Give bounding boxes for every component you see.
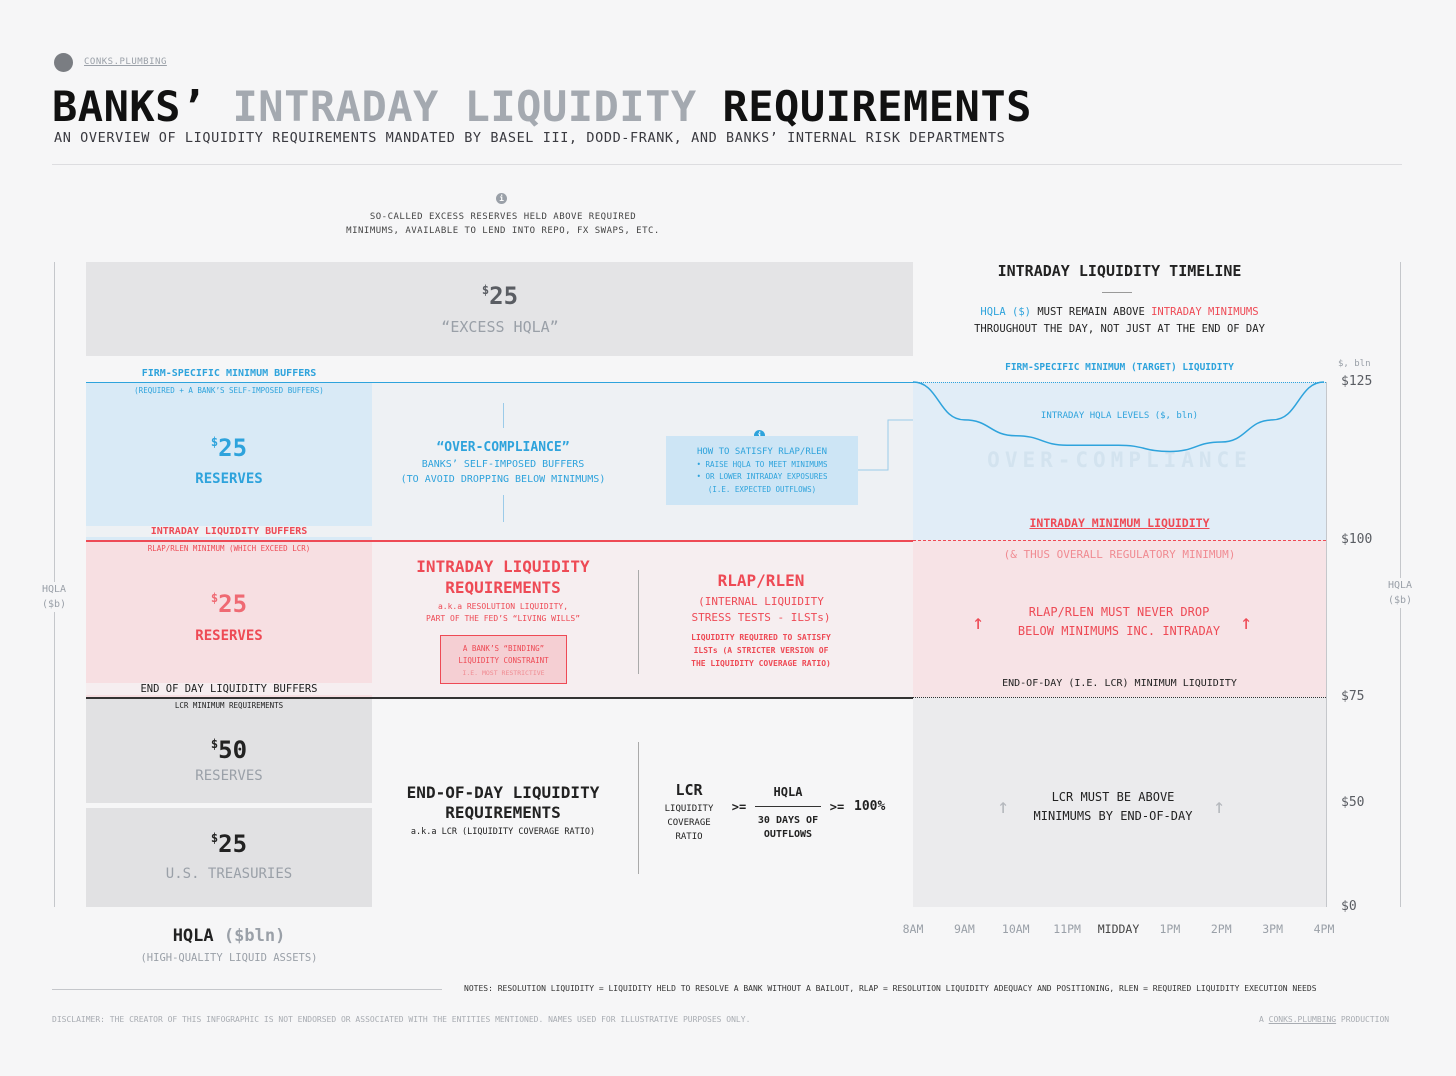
timeline-title-rule — [1102, 292, 1132, 293]
lcr-ge1: >= — [731, 800, 747, 814]
intraday-req-title2: REQUIREMENTS — [445, 578, 561, 597]
timeline-desc-c: INTRADAY MINIMUMS — [1151, 306, 1259, 318]
eod-buffers-sub: LCR MINIMUM REQUIREMENTS — [174, 701, 284, 710]
lcr-above-1: LCR MUST BE ABOVE — [1051, 790, 1175, 804]
rlap-title: RLAP/RLEN — [717, 571, 805, 590]
treasuries-amount: $25 — [210, 830, 248, 858]
timeline-desc-b: MUST REMAIN ABOVE — [1037, 306, 1145, 318]
intraday-min-label: INTRADAY MINIMUM LIQUIDITY — [1029, 516, 1210, 530]
rlap-info-line2: • OR LOWER INTRADAY EXPOSURES — [696, 472, 828, 481]
treasuries-label: U.S. TREASURIES — [165, 866, 293, 882]
firm-buffers-title: FIRM-SPECIFIC MINIMUM BUFFERS — [86, 368, 372, 379]
never-drop-2: BELOW MINIMUMS INC. INTRADAY — [1017, 624, 1221, 638]
reserves-red-block — [86, 540, 372, 697]
eod-req-sub: a.k.a LCR (LIQUIDITY COVERAGE RATIO) — [410, 827, 596, 837]
lcr-denom2: OUTFLOWS — [763, 829, 813, 840]
rlap-desc2: ILSTs (A STRICTER VERSION OF — [693, 646, 829, 655]
y-tick-label: $75 — [1341, 689, 1365, 704]
hqla-line — [913, 382, 1324, 452]
lcr-label1: LIQUIDITY — [664, 804, 714, 814]
rlap-sub2: STRESS TESTS - ILSTs) — [691, 611, 831, 624]
over-compliance-line2: (TO AVOID DROPPING BELOW MINIMUMS) — [400, 474, 606, 485]
rlap-connector — [858, 418, 914, 474]
lcr-label2: COVERAGE — [667, 818, 711, 828]
y-tick-label: $50 — [1341, 795, 1365, 810]
production-credit — [1259, 1015, 1389, 1024]
binding-box-line2: LIQUIDITY CONSTRAINT — [458, 656, 549, 665]
excess-note-line1: SO-CALLED EXCESS RESERVES HELD ABOVE REQUIRED — [369, 212, 637, 222]
timeline-desc-2: THROUGHOUT THE DAY, NOT JUST AT THE END OF DAY — [974, 323, 1265, 335]
eod-buffers-title: END OF DAY LIQUIDITY BUFFERS — [86, 683, 372, 695]
x-tick-label: MIDDAY — [1097, 922, 1140, 936]
reserves-blue-amount-value: 25 — [218, 434, 248, 462]
y-tick-label: $0 — [1341, 899, 1357, 914]
lcr-hqla: HQLA — [773, 785, 803, 799]
right-axis-label-2: ($b) — [1387, 595, 1413, 606]
eod-req-title1: END-OF-DAY LIQUIDITY — [406, 783, 600, 802]
intraday-req-sub1: a.k.a RESOLUTION LIQUIDITY, — [437, 602, 569, 611]
lcr-fraction-bar — [755, 806, 821, 807]
production-b: PRODUCTION — [1340, 1015, 1390, 1024]
page-subtitle: AN OVERVIEW OF LIQUIDITY REQUIREMENTS MANDATED BY BASEL III, DODD-FRANK, AND BANKS’ INTERNAL RISK DEPARTMENTS — [54, 130, 1006, 146]
firm-target-label: FIRM-SPECIFIC MINIMUM (TARGET) LIQUIDITY — [1005, 362, 1234, 373]
timeline-desc-1 — [913, 306, 1326, 318]
lcr-denom1: 30 DAYS OF — [757, 815, 819, 826]
x-tick-label: 1PM — [1159, 922, 1181, 936]
rlap-info-title: HOW TO SATISFY RLAP/RLEN — [696, 447, 828, 457]
lcr-label3: RATIO — [675, 832, 703, 842]
y-tick-label: $100 — [1341, 532, 1373, 547]
lcr-ge2: >= — [829, 800, 845, 814]
intraday-buffers-title: INTRADAY LIQUIDITY BUFFERS — [86, 526, 372, 537]
reserves-blue-label: RESERVES — [195, 471, 263, 487]
brand-link[interactable]: CONKS.PLUMBING — [84, 57, 167, 67]
overall-min-label: (& THUS OVERALL REGULATORY MINIMUM) — [1003, 548, 1236, 561]
treasuries-amount-value: 25 — [218, 830, 248, 858]
eod-min-line-dotted — [913, 697, 1326, 698]
disclaimer: DISCLAIMER: THE CREATOR OF THIS INFOGRAPHIC IS NOT ENDORSED OR ASSOCIATED WITH THE ENTITIES MENTIONED. NAMES USED FOR ILLUSTRATIVE PURPOSES ONLY. — [52, 1015, 751, 1024]
eod-min-label: END-OF-DAY (I.E. LCR) MINIMUM LIQUIDITY — [1002, 678, 1237, 689]
left-axis-label-1: HQLA — [41, 584, 67, 595]
firm-min-line — [86, 382, 913, 383]
header-divider — [52, 164, 1402, 165]
excess-label: “EXCESS HQLA” — [441, 318, 559, 336]
arrow-up-icon: ↑ — [997, 794, 1010, 818]
rlap-desc3: THE LIQUIDITY COVERAGE RATIO) — [691, 659, 831, 668]
production-link[interactable]: CONKS.PLUMBING — [1268, 1015, 1337, 1024]
grey-divider — [638, 742, 639, 874]
reserves-grey-label: RESERVES — [195, 768, 263, 784]
footer-rule — [52, 989, 442, 990]
intraday-min-line-dashed — [913, 540, 1326, 541]
x-tick-label: 10AM — [1001, 922, 1030, 936]
excess-amount: $25 — [481, 282, 519, 310]
excess-note-line2: MINIMUMS, AVAILABLE TO LEND INTO REPO, FX SWAPS, ETC. — [346, 226, 660, 236]
rlap-desc1: LIQUIDITY REQUIRED TO SATISFY — [691, 633, 831, 642]
reserves-grey-amount-value: 50 — [218, 736, 248, 764]
intraday-min-line — [86, 540, 913, 542]
right-axis-label-1: HQLA — [1387, 580, 1413, 591]
info-icon[interactable]: i — [496, 193, 507, 204]
excess-amount-value: 25 — [489, 282, 519, 310]
title-part1: BANKS’ — [52, 82, 207, 131]
reserves-red-amount-value: 25 — [218, 590, 248, 618]
reserves-blue-amount: $25 — [210, 434, 248, 462]
reserves-red-amount: $25 — [210, 590, 248, 618]
lcr-title: LCR — [675, 781, 703, 799]
hqla-footer-title — [86, 926, 372, 946]
right-axis-label — [1376, 578, 1424, 608]
y-unit: $, bln — [1338, 359, 1371, 369]
intraday-req-title1: INTRADAY LIQUIDITY — [416, 557, 590, 576]
eod-req-title2: REQUIREMENTS — [445, 803, 561, 822]
intraday-req-sub2: PART OF THE FED’S “LIVING WILLS” — [425, 614, 581, 623]
hqla-footer-unit: ($bln) — [223, 926, 286, 946]
rlap-info-line3: (I.E. EXPECTED OUTFLOWS) — [707, 484, 817, 494]
timeline-chart — [913, 370, 1326, 470]
arrow-up-icon: ↑ — [1240, 610, 1253, 634]
lcr-pct: 100% — [854, 799, 886, 814]
page-title — [52, 82, 1032, 131]
x-tick-label: 9AM — [953, 922, 975, 936]
intraday-buffers-sub: RLAP/RLEN MINIMUM (WHICH EXCEED LCR) — [147, 544, 311, 553]
rlap-info-box — [666, 436, 858, 505]
x-tick-label: 3PM — [1262, 922, 1284, 936]
binding-constraint-box — [440, 635, 567, 684]
hqla-levels-label: INTRADAY HQLA LEVELS ($, bln) — [1040, 411, 1199, 421]
eod-min-line — [86, 697, 913, 699]
rlap-sub1: (INTERNAL LIQUIDITY — [698, 595, 824, 608]
red-divider — [638, 570, 639, 674]
timeline-y-axis — [1326, 382, 1327, 907]
x-tick-label: 2PM — [1210, 922, 1232, 936]
left-axis-label — [30, 582, 78, 612]
never-drop-1: RLAP/RLEN MUST NEVER DROP — [1028, 605, 1210, 619]
hqla-footer-sub: (HIGH-QUALITY LIQUID ASSETS) — [140, 952, 318, 964]
production-a: A — [1259, 1015, 1264, 1024]
timeline-title: INTRADAY LIQUIDITY TIMELINE — [997, 262, 1242, 280]
notes: NOTES: RESOLUTION LIQUIDITY = LIQUIDITY HELD TO RESOLVE A BANK WITHOUT A BAILOUT, RLAP = RESOLUTION LIQUIDITY ADEQUACY AND POSITIONING, RLEN = REQUIRED LIQUIDITY EXECUTION NEEDS — [464, 984, 1317, 993]
x-tick-label: 4PM — [1313, 922, 1335, 936]
rlap-info-line1: • RAISE HQLA TO MEET MINIMUMS — [696, 459, 828, 469]
arrow-up-icon: ↑ — [1213, 794, 1226, 818]
timeline-desc-a: HQLA ($) — [980, 306, 1031, 318]
title-part2: INTRADAY LIQUIDITY — [232, 82, 697, 131]
binding-box-line1: A BANK’S “BINDING” — [462, 644, 545, 653]
x-tick-label: 8AM — [902, 922, 924, 936]
reserves-grey-amount: $50 — [210, 736, 248, 764]
y-tick-label: $125 — [1341, 374, 1373, 389]
over-compliance-tick-bottom — [503, 495, 504, 522]
over-compliance-title: “OVER-COMPLIANCE” — [436, 440, 570, 455]
arrow-up-icon: ↑ — [972, 610, 985, 634]
reserves-red-label: RESERVES — [195, 628, 263, 644]
binding-box-line3: I.E. MOST RESTRICTIVE — [462, 669, 545, 677]
firm-buffers-sub: (REQUIRED + A BANK’S SELF-IMPOSED BUFFERS) — [134, 386, 324, 395]
over-compliance-watermark: OVER-COMPLIANCE — [987, 448, 1252, 472]
over-compliance-line1: BANKS’ SELF-IMPOSED BUFFERS — [421, 459, 585, 470]
hqla-footer-word: HQLA — [172, 926, 214, 946]
x-tick-label: 11PM — [1053, 922, 1081, 936]
brand-logo[interactable] — [54, 53, 73, 72]
over-compliance-tick-top — [503, 403, 504, 428]
title-part3: REQUIREMENTS — [722, 82, 1032, 131]
lcr-above-2: MINIMUMS BY END-OF-DAY — [1033, 809, 1193, 823]
excess-note — [300, 210, 706, 238]
left-axis-label-2: ($b) — [41, 599, 67, 610]
